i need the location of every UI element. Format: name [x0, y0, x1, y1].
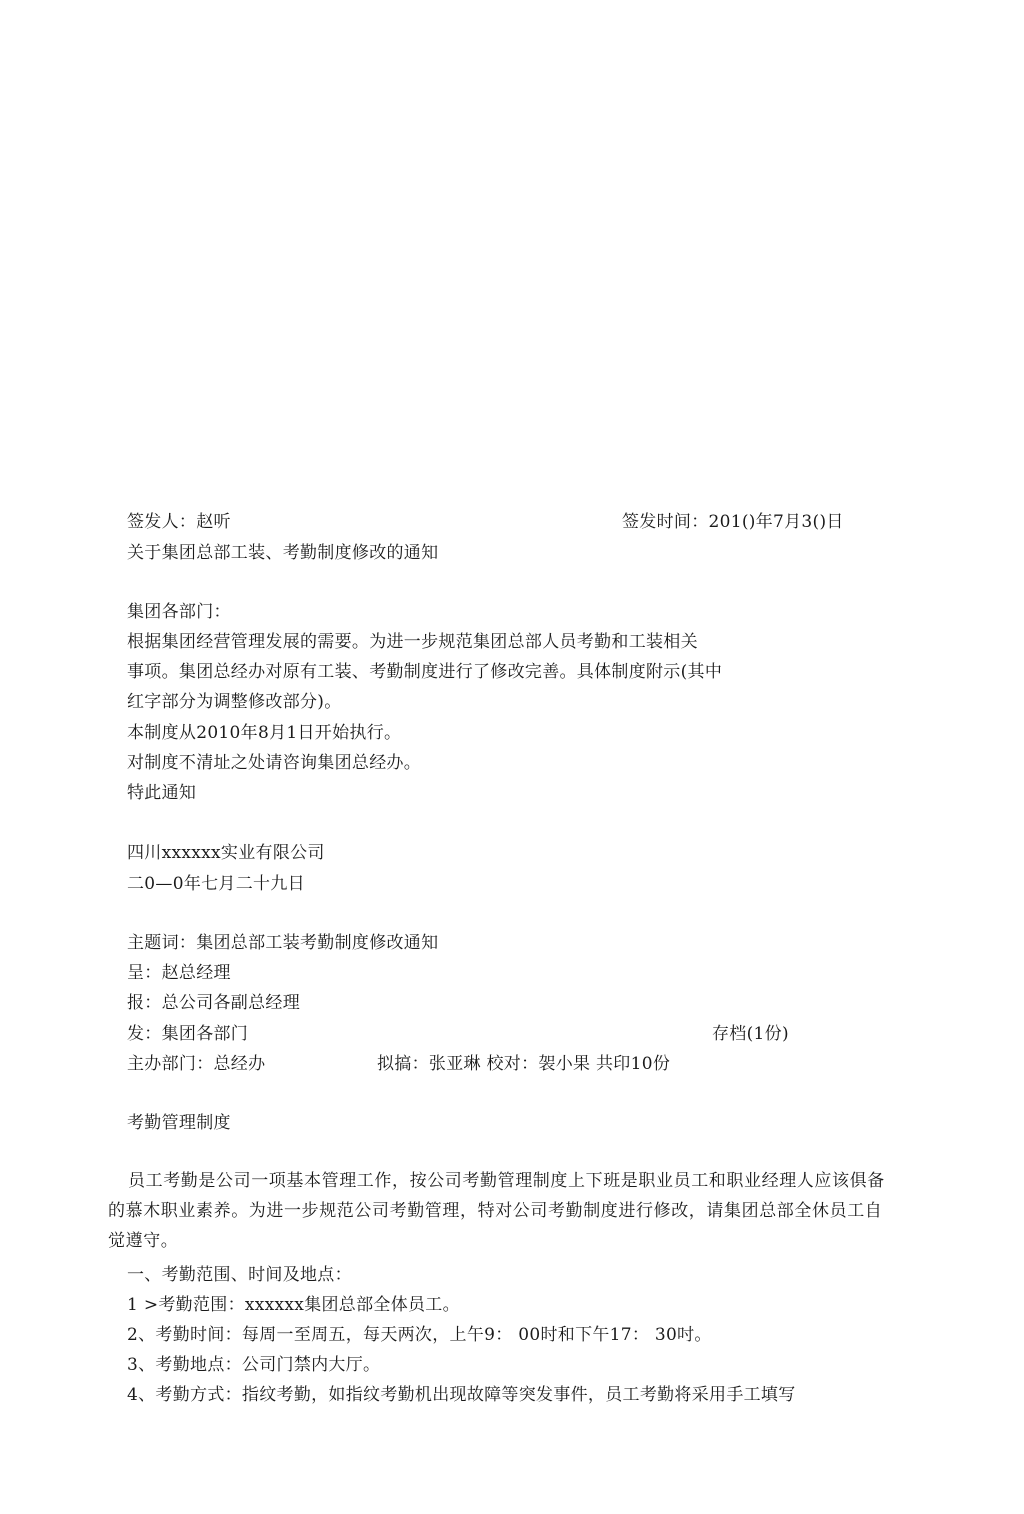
subject-keywords: 主题词：集团总部工装考勤制度修改通知 [127, 933, 439, 953]
archive-note: 存档(1份) [712, 1024, 789, 1044]
regulation-item: 1 >考勤范围：xxxxxx集团总部全体员工。 [127, 1295, 460, 1315]
company-name: 四川xxxxxx实业有限公司 [127, 843, 325, 863]
notice-body-line: 事项。集团总经办对原有工装、考勤制度进行了修改完善。具体制度附示(其中 [127, 662, 723, 682]
regulation-item: 一、考勤范围、时间及地点： [127, 1265, 352, 1285]
regulation-item: 2、考勤时间：每周一至周五，每天两次，上午9： 00时和下午17： 30吋。 [127, 1325, 712, 1345]
host-department: 主办部门：总经办 [127, 1054, 266, 1074]
submit-to: 呈：赵总经理 [127, 963, 231, 983]
notice-body-line: 本制度从2010年8月1日开始执行。 [127, 723, 402, 743]
notice-salutation: 集团各部门： [127, 602, 231, 622]
regulation-intro-text: 员工考勤是公司一项基本管理工作，按公司考勤管理制度上下班是职业员工和职业经理人应该俱备的慕木职业素养。为进一步规范公司考勤管理，特对公司考勤制度进行修改，请集团总部全休员工自觉遵守。 [108, 1171, 885, 1251]
notice-body-line: 红字部分为调整修改部分)。 [127, 692, 342, 712]
notice-body-line: 对制度不清址之处请咨询集团总经办。 [127, 753, 422, 773]
regulation-intro [108, 1166, 888, 1256]
signer-text: 签发人：赵听 [127, 512, 231, 532]
report-to: 报：总公司各副总经理 [127, 993, 300, 1013]
drafter-info: 拟搞：张亚琳 校对：袈小果 共印10份 [377, 1054, 671, 1074]
regulation-item: 4、考勤方式：指纹考勤，如指纹考勤机出现故障等突发事件，员工考勤将采用手工填写 [127, 1385, 796, 1405]
notice-body-line: 特此通知 [127, 783, 197, 803]
issue-date-text: 签发时间：201()年7月3()日 [622, 512, 844, 532]
regulation-item: 3、考勤地点：公司门禁内大厅。 [127, 1355, 381, 1375]
regulation-title: 考勤管理制度 [127, 1113, 231, 1133]
notice-body-line: 根据集团经营管理发展的需要。为进一步规范集团总部人员考勤和工装相关 [127, 632, 698, 652]
notice-date: 二0—0年七月二十九日 [127, 874, 305, 894]
notice-title: 关于集团总部工装、考勤制度修改的通知 [127, 543, 439, 563]
send-to: 发：集团各部门 [127, 1024, 249, 1044]
